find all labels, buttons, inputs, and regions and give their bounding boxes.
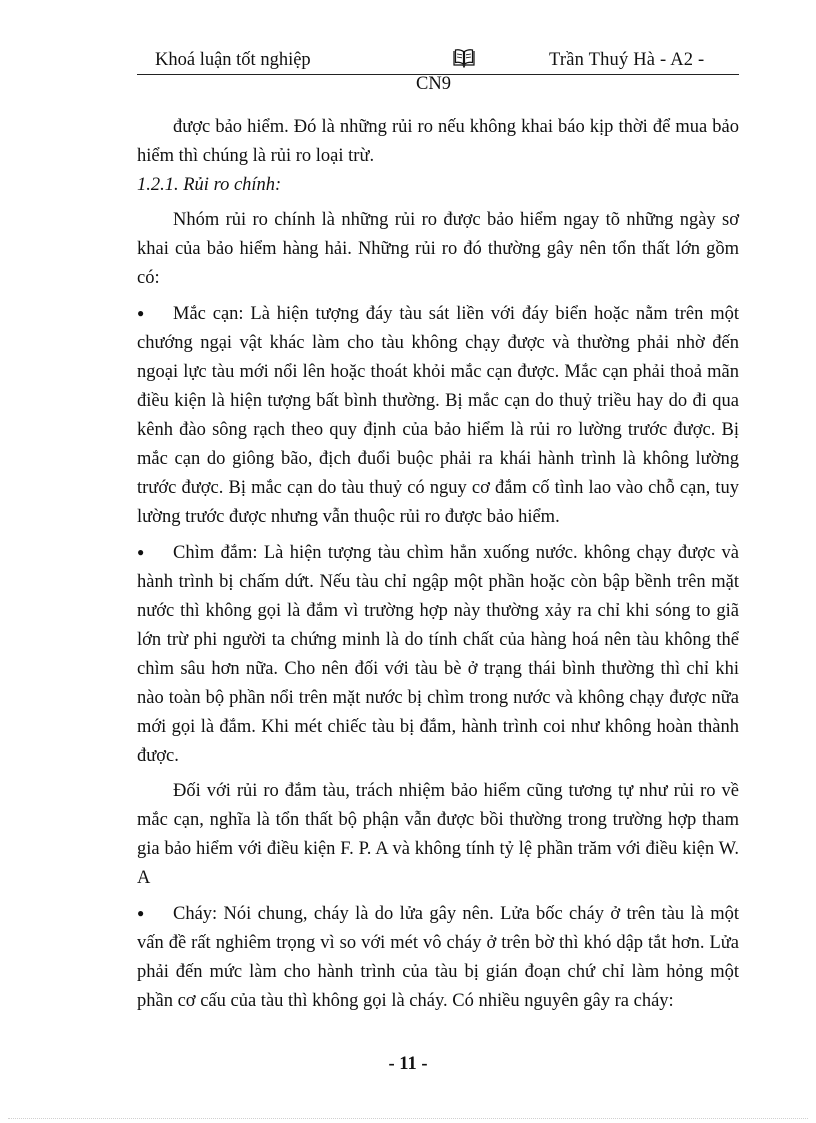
page-bottom-divider [8,1118,808,1119]
bullet-item-mac-can [137,299,739,532]
page-number: - 11 - [388,1054,428,1074]
bullet-text: Cháy: Nói chung, cháy là do lửa gây nên. Lửa bốc cháy ở trên tàu là một vấn đề rất nghiêm trọng vì so với mét vô cháy ở trên bờ thì khó dập tắt hơn. Lửa phải đến mức làm cho hành trình của tàu bị gián đoạn chứ chỉ làm hỏng một phần cơ cấu của tàu thì không gọi là cháy. Có nhiều nguyên gây ra cháy: [137,904,739,1011]
page-header [137,46,739,75]
section-heading: 1.2.1. Rủi ro chính: [137,175,282,195]
bullet-text: Mắc cạn: Là hiện tượng đáy tàu sát liền với đáy biển hoặc nằm trên một chướng ngại vật khác làm cho tàu không chạy được và thường phải nhờ đến ngoại lực tàu mới nổi lên hoặc thoát khỏi mắc cạn được. Mắc cạn phải thoả mãn điều kiện là hiện tượng bất bình thường. Bị mắc cạn do thuỷ triều hay do đi qua kênh đào sông rạch theo quy định của bảo hiểm là rủi ro lường trước được. Bị mắc cạn do giông bão, địch đuổi buộc phải ra khái hành trình là không lường trước được. Bị mắc cạn do tàu thuỷ có nguy cơ đắm cố tình lao vào chỗ cạn, tuy lường trước được nhưng vẫn thuộc rủi ro được bảo hiểm. [137,304,739,527]
bullet-item-chim-dam [137,538,739,771]
body-text [137,113,739,1016]
bullet-text: Chìm đắm: Là hiện tượng tàu chìm hẳn xuống nước. không chạy được và hành trình bị chấm dứt. Nếu tàu chỉ ngập một phần hoặc còn bập bềnh trên mặt nước thì không gọi là đắm vì trường hợp này thường xảy ra chỉ khi sóng to giã lớn trừ phi người ta chứng minh là do tính chất của hàng hoá nên tàu không thể chìm sâu hơn nữa. Cho nên đối với tàu bè ở trạng thái bình thường thì chỉ khi nào toàn bộ phần nổi trên mặt nước bị chìm trong nước và không chạy được nữa mới gọi là đắm. Khi mét chiếc tàu bị đắm, hành trình coi như không hoàn thành được. [137,543,739,766]
bullet-item-chay [137,899,739,1016]
bullet-dot: ● [137,545,145,559]
paragraph: được bảo hiểm. Đó là những rủi ro nếu không khai báo kịp thời để mua bảo hiểm thì chúng là rủi ro loại trừ. [137,117,739,166]
header-author: Trần Thuý Hà - A2 - [549,50,705,70]
bullet-dot: ● [137,906,145,920]
header-title: Khoá luận tốt nghiệp [155,50,311,70]
paragraph: Nhóm rủi ro chính là những rủi ro được bảo hiểm ngay tõ những ngày sơ khai của bảo hiểm hàng hải. Những rủi ro đó thường gây nên tổn thất lớn gồm có: [137,210,739,288]
book-icon [453,48,475,68]
bullet-dot: ● [137,306,145,320]
header-author-class: CN9 [416,74,451,94]
paragraph: Đối với rủi ro đắm tàu, trách nhiệm bảo hiểm cũng tương tự như rủi ro về mắc cạn, nghĩa là tổn thất bộ phận vẫn được bồi thường trong trường hợp tham gia bảo hiểm với điều kiện F. P. A và không tính tỷ lệ phần trăm với điều kiện W. A [137,781,739,888]
